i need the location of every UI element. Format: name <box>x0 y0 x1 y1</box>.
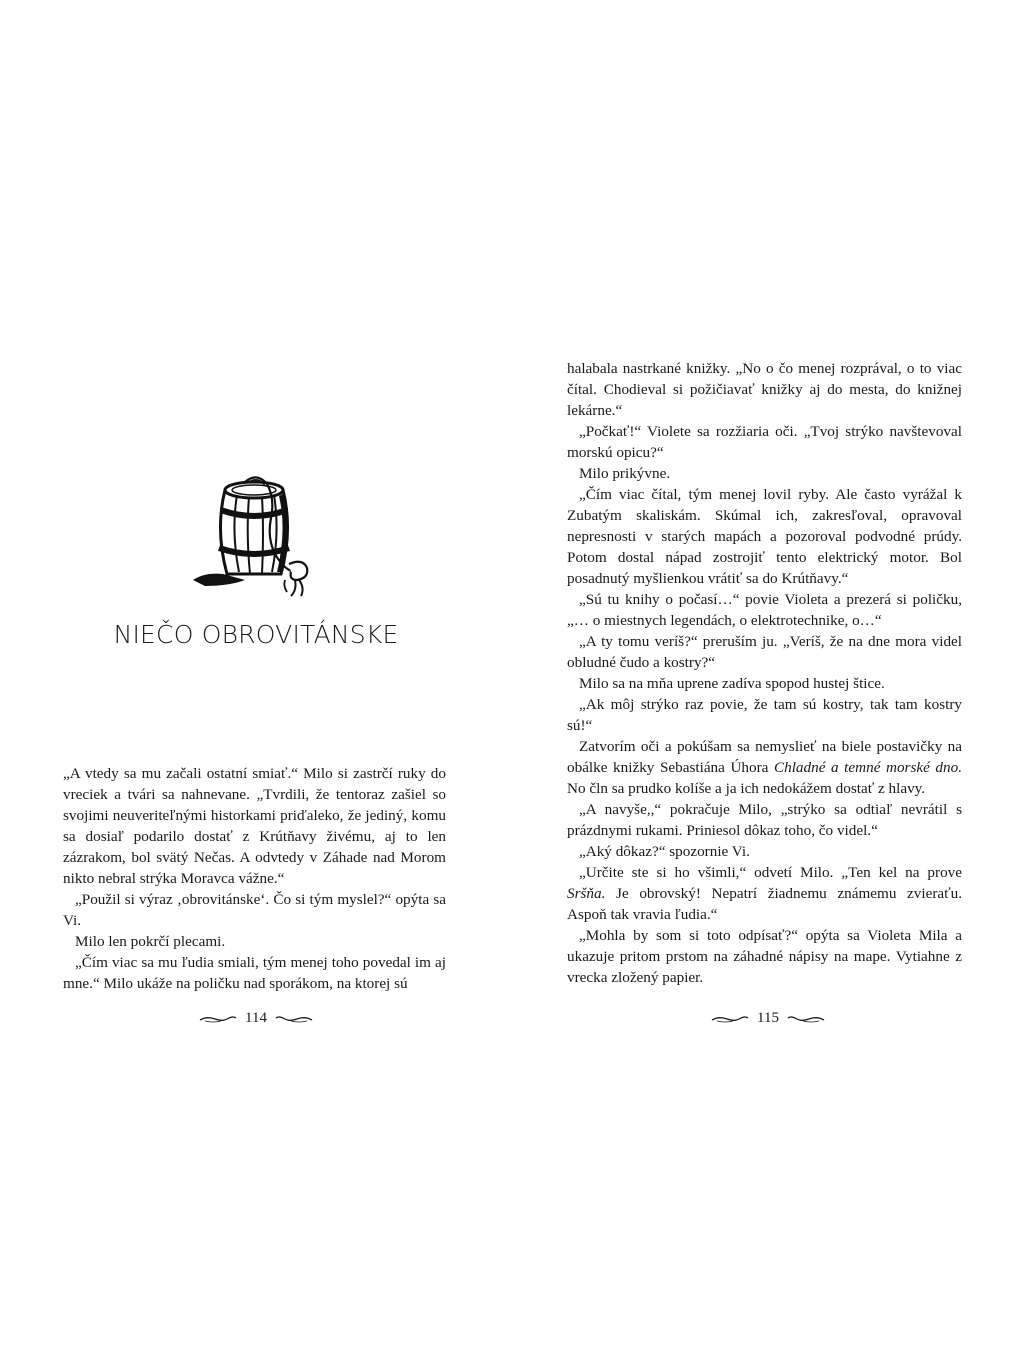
right-page-text <box>567 358 962 988</box>
paragraph: „Čím viac čítal, tým menej lovil ryby. Ale často vyrážal k Zubatým skaliskám. Skúmal ich, zakresľoval, opravoval nepresnosti v starých mapách a pozoroval podvodné prúdy. Potom dostal nápad zostrojiť tento elektrický motor. Bol posadnutý myšlienkou vrátiť sa do Krútňavy.“ <box>567 486 962 587</box>
scroll-flourish-icon <box>275 1014 313 1024</box>
page-number-footer <box>512 1010 1024 1027</box>
paragraph: „Počkať!“ Violete sa rozžiaria oči. „Tvoj strýko navštevoval morskú opicu?“ <box>567 423 962 461</box>
paragraph: Milo sa na mňa uprene zadíva spopod hustej štice. <box>579 675 885 692</box>
paragraph-text: „Určite ste si ho všimli,“ odvetí Milo. „Ten kel na prove <box>579 864 962 881</box>
paragraph: halabala nastrkané knižky. „No o čo menej rozprával, o to viac čítal. Chodieval si požičiavať knižky aj do mesta, do knižnej lekárne.“ <box>567 360 962 419</box>
scroll-flourish-icon <box>711 1014 749 1024</box>
book-title: Chladné a temné morské dno. <box>773 759 962 776</box>
paragraph: „A ty tomu veríš?“ preruším ju. „Veríš, že na dne mora videl obludné čudo a kostry?“ <box>567 633 962 671</box>
page-number: 115 <box>757 1010 779 1026</box>
paragraph-text: No čln sa prudko kolíše a ja ich nedokážem dostať z hlavy. <box>567 780 926 797</box>
paragraph: „Ak môj strýko raz povie, že tam sú kostry, tak tam kostry sú!“ <box>567 696 962 734</box>
paragraph: „Sú tu knihy o počasí…“ povie Violeta a prezerá si poličku, „… o miestnych legendách, o elektrotechnike, o…“ <box>567 591 962 629</box>
scroll-flourish-icon <box>787 1014 825 1024</box>
paragraph: „Použil si výraz ‚obrovitánske‘. Čo si tým myslel?“ opýta sa Vi. <box>63 891 446 929</box>
barrel-with-rope-illustration <box>185 468 335 608</box>
paragraph: Milo len pokrčí plecami. <box>75 933 226 950</box>
paragraph: „A navyše,,“ pokračuje Milo, „strýko sa odtiaľ nevrátil s prázdnymi rukami. Priniesol dôkaz toho, čo videl.“ <box>567 801 962 839</box>
paragraph-text: Je obrovský! Nepatrí žiadnemu známemu zvieraťu. Aspoň tak vravia ľudia.“ <box>567 885 963 923</box>
paragraph <box>567 736 962 799</box>
paragraph: „Čím viac sa mu ľudia smiali, tým menej toho povedal im aj mne.“ Milo ukáže na poličku nad sporákom, na ktorej sú <box>63 954 446 992</box>
paragraph <box>567 862 962 925</box>
paragraph: Milo prikývne. <box>579 465 671 482</box>
page-number: 114 <box>245 1010 267 1026</box>
left-page-text <box>63 763 446 994</box>
paragraph-text: Zatvorím oči a pokúšam sa nemyslieť na biele postavičky na obálke knižky Sebastiána Úhora <box>567 738 962 776</box>
chapter-title: NIEČO OBROVITÁNSKE <box>113 620 399 649</box>
paragraph: „A vtedy sa mu začali ostatní smiať.“ Milo si zastrčí ruky do vreciek a tvári sa nahnevane. „Tvrdili, že tentoraz zašiel so svojimi neuveriteľnými historkami priďaleko, že jediný, komu sa dosiaľ podarilo dostať z Krútňavy živému, aj to len zázrakom, bol svätý Nečas. A odvtedy v Záhade nad Morom nikto nebral strýka Moravca vážne.“ <box>63 765 446 887</box>
paragraph: „Mohla by som si toto odpísať?“ opýta sa Violeta Mila a ukazuje pritom prstom na záhadné nápisy na mape. Vytiahne z vrecka zložený papier. <box>567 927 962 986</box>
paragraph: „Aký dôkaz?“ spozornie Vi. <box>579 843 750 860</box>
boat-name: Sršňa. <box>567 885 606 902</box>
scroll-flourish-icon <box>199 1014 237 1024</box>
page-number-footer <box>0 1010 512 1027</box>
